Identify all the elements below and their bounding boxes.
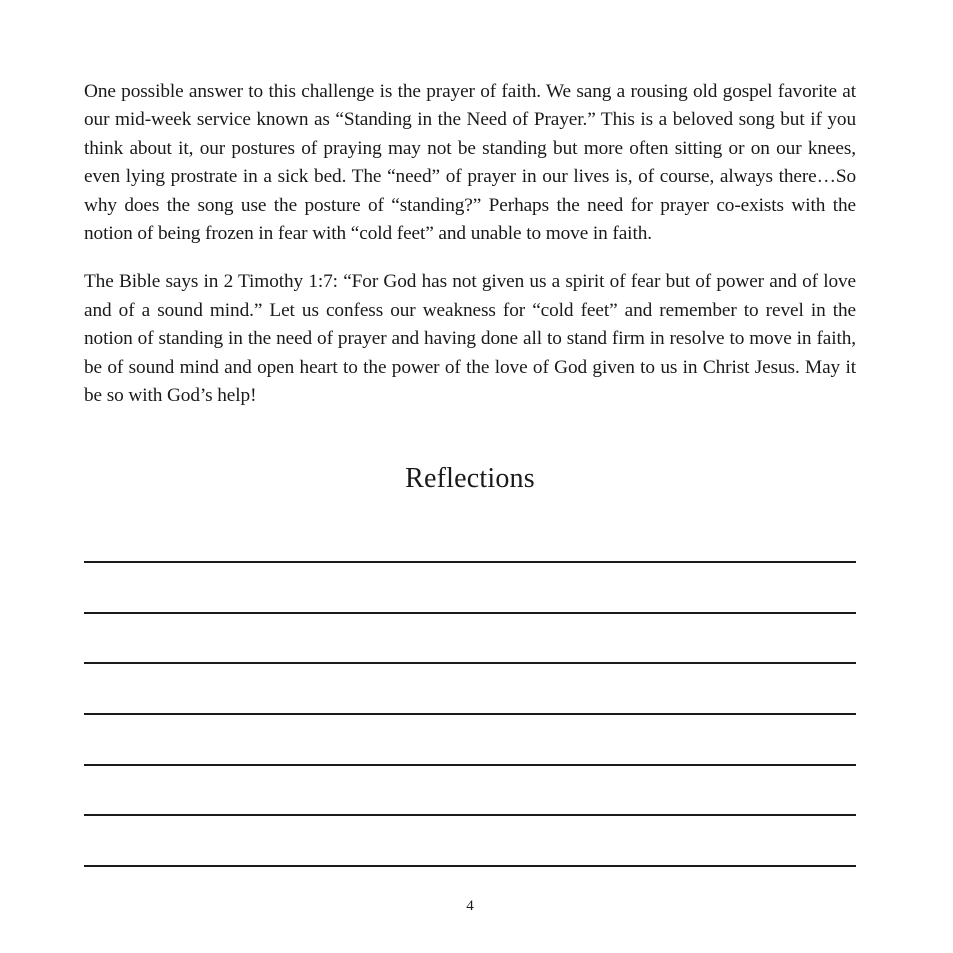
body-paragraph-1: One possible answer to this challenge is the prayer of faith. We sang a rousing old gospel favorite at our mid-week service known as “Standing in the Need of Prayer.” This is a beloved song but if you think about it, our postures of praying may not be standing but more often sitting or on our knees, even lying prostrate in a sick bed. The “need” of prayer in our lives is, of course, always there…So why does the song use the posture of “standing?” Perhaps the need for prayer co-exists with the notion of being frozen in fear with “cold feet” and unable to move in faith. xyxy=(84,81,856,245)
writing-line xyxy=(84,814,856,865)
writing-line xyxy=(84,561,856,612)
writing-line xyxy=(84,612,856,663)
reflections-heading: Reflections xyxy=(405,463,535,494)
page-number: 4 xyxy=(466,898,474,914)
body-paragraph-2: The Bible says in 2 Timothy 1:7: “For God has not given us a spirit of fear but of power and of love and of a sound mind.” Let us confess our weakness for “cold feet” and remember to revel in the notion of standing in the need of prayer and having done all to stand firm in resolve to move in faith, be of sound mind and open heart to the power of the love of God given to us in Christ Jesus. May it be so with God’s help! xyxy=(84,271,856,407)
reflection-writing-lines xyxy=(84,561,856,916)
document-page xyxy=(84,78,856,914)
writing-line xyxy=(84,662,856,713)
writing-line xyxy=(84,764,856,815)
writing-line xyxy=(84,713,856,764)
